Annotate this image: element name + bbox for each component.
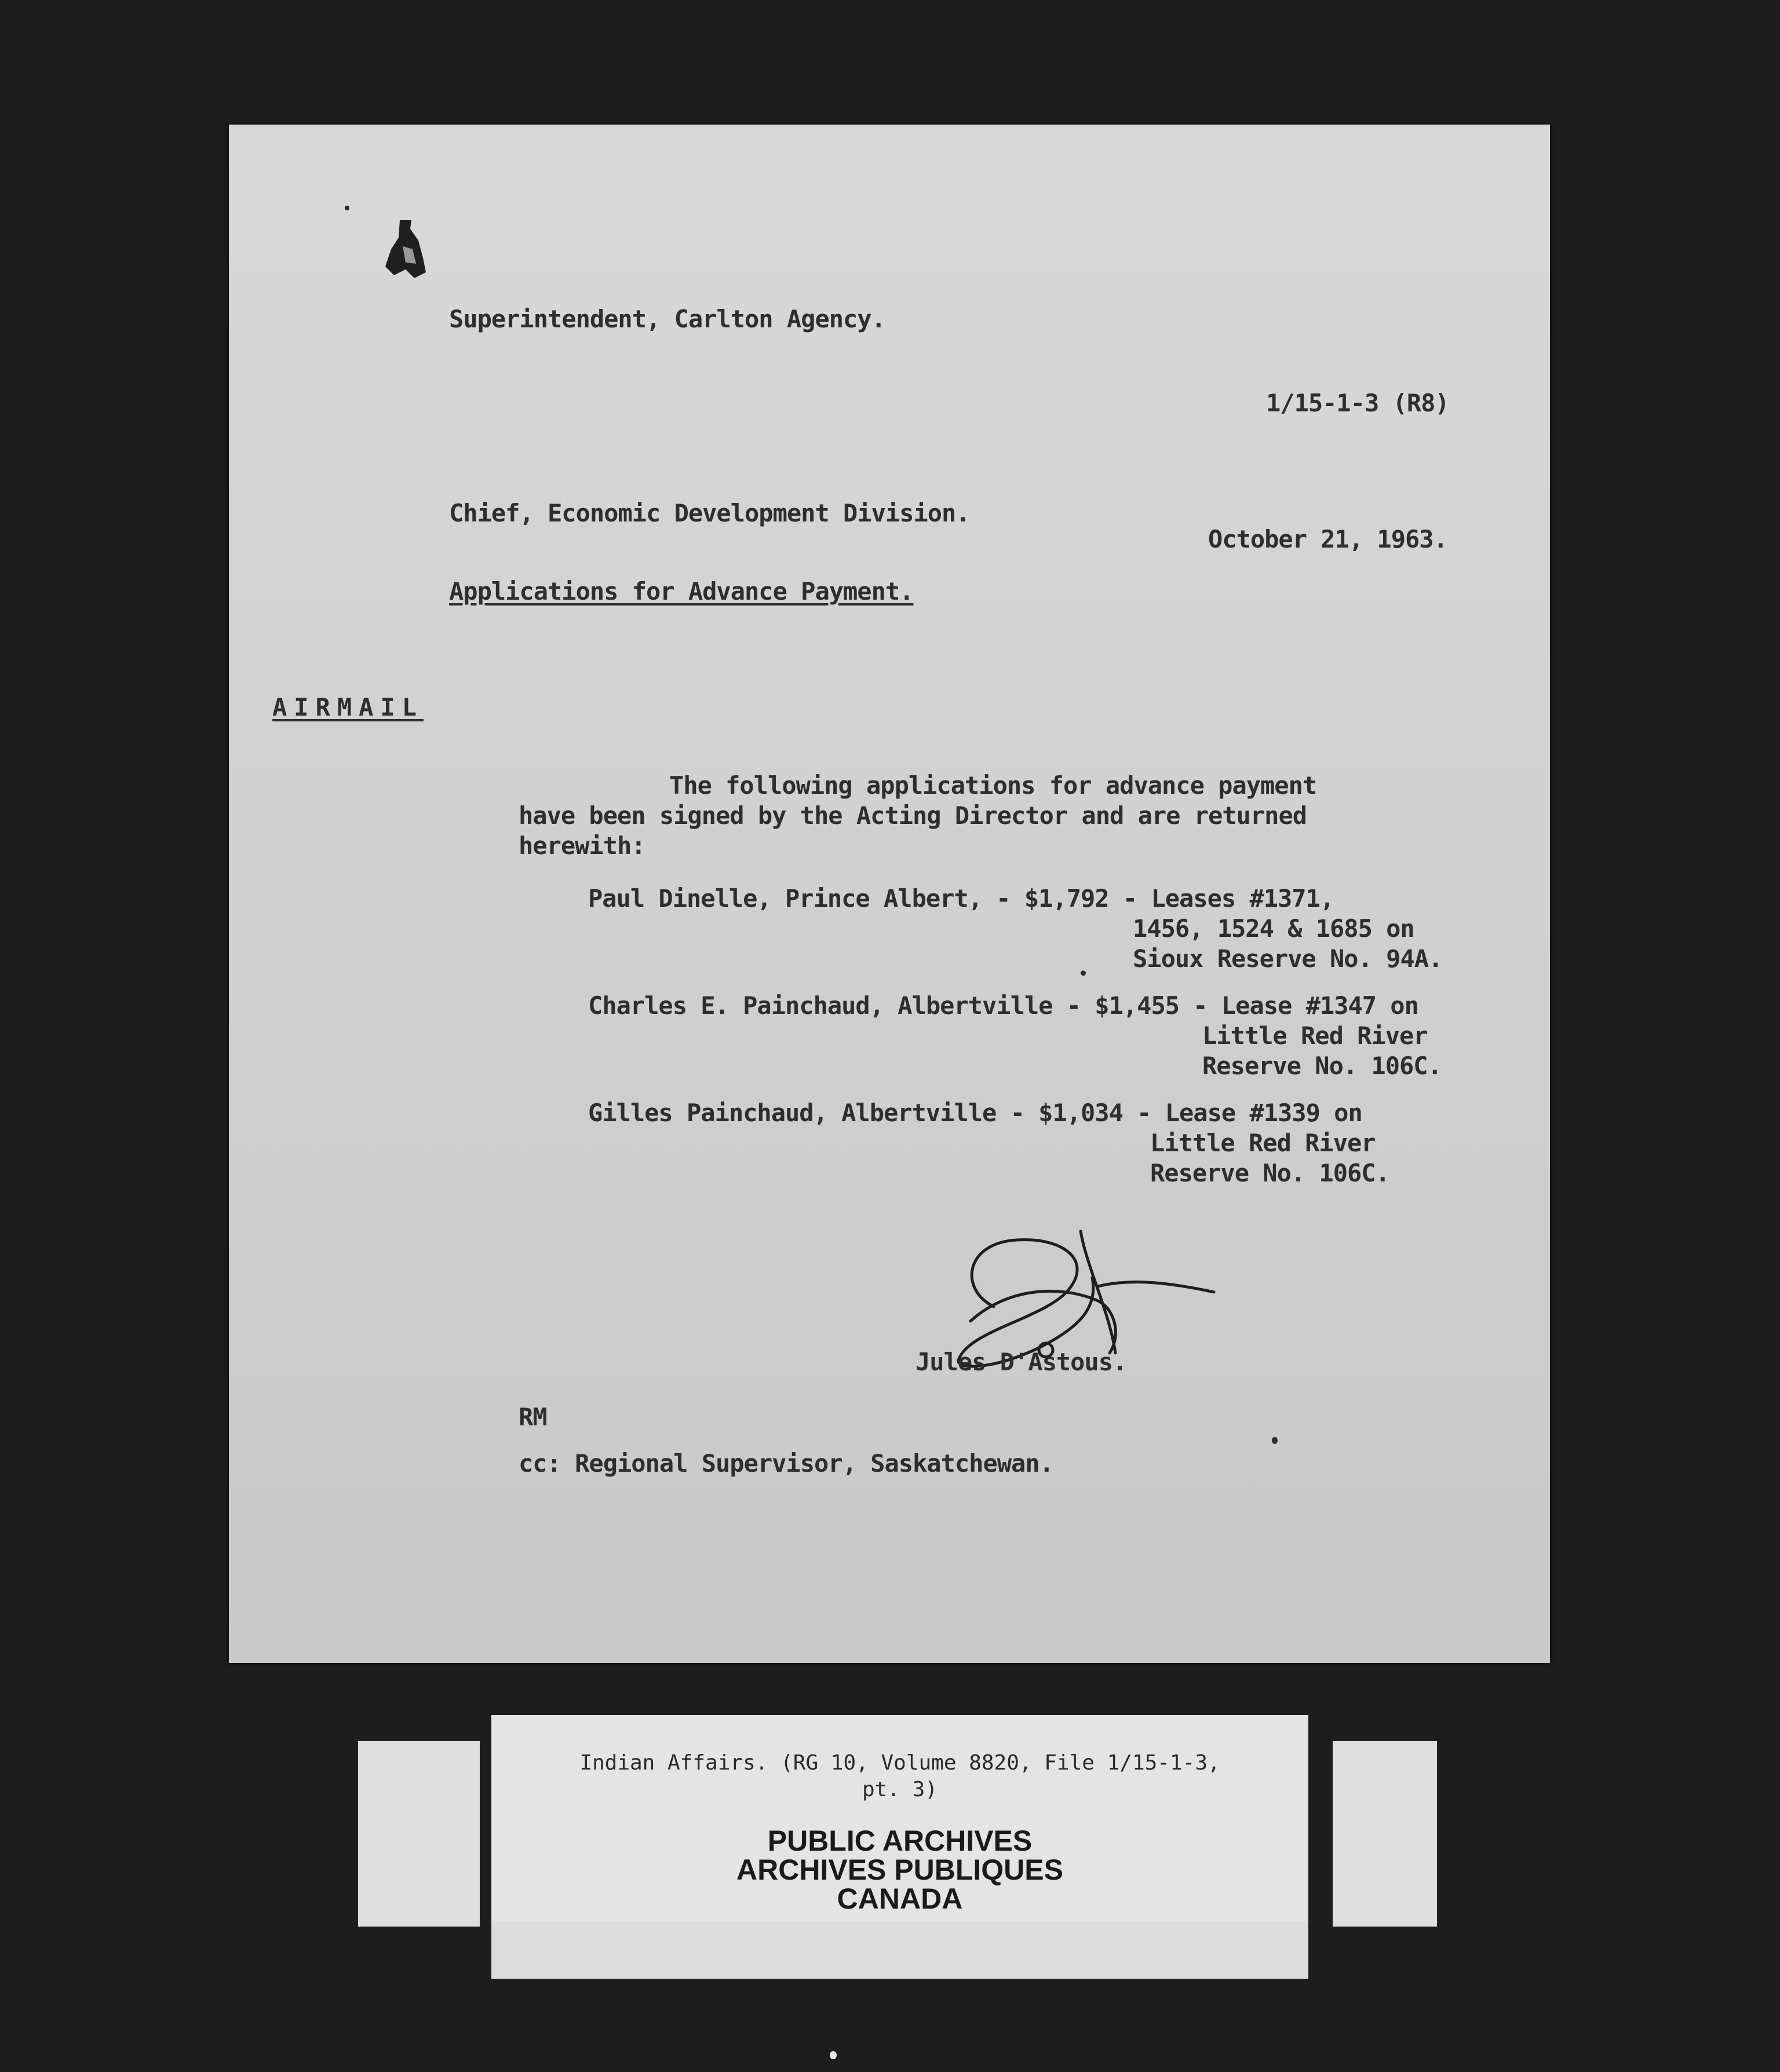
application-detail: 1456, 1524 & 1685 on — [1133, 914, 1414, 943]
film-speck — [830, 2051, 837, 2059]
application-applicant: Charles E. Painchaud, Albertville - $1,455 - Lease #1347 on — [588, 991, 1418, 1020]
application-detail: Reserve No. 106C. — [1150, 1159, 1389, 1187]
application-detail: Little Red River — [1202, 1022, 1428, 1050]
label-tab-right — [1333, 1741, 1437, 1927]
application-detail: Little Red River — [1150, 1129, 1376, 1157]
archive-country: CANADA — [837, 1883, 963, 1915]
sender-line: Chief, Economic Development Division. — [449, 499, 970, 527]
reference-line: Indian Affairs. (RG 10, Volume 8820, File 1/15-1-3, — [579, 1751, 1220, 1775]
staple-mark — [382, 217, 429, 281]
application-detail: Reserve No. 106C. — [1202, 1052, 1442, 1080]
body-line: have been signed by the Acting Director and are returned — [519, 801, 1307, 830]
signatory-name: Jules D'Astous. — [915, 1348, 1127, 1376]
archive-reference-label — [491, 1715, 1308, 1921]
application-applicant: Paul Dinelle, Prince Albert, - $1,792 - Leases #1371, — [588, 884, 1334, 913]
archive-title-fr: ARCHIVES PUBLIQUES — [736, 1854, 1063, 1886]
reference-line: pt. 3) — [862, 1778, 938, 1801]
label-tab-left — [358, 1741, 480, 1927]
dust-speck — [1272, 1437, 1278, 1444]
recipient-line: Superintendent, Carlton Agency. — [449, 305, 885, 333]
body-line: The following applications for advance payment — [669, 771, 1317, 800]
application-detail: Sioux Reserve No. 94A. — [1133, 944, 1443, 973]
typist-initials: RM — [519, 1403, 547, 1431]
dust-speck — [345, 206, 349, 210]
archive-reference — [491, 1750, 1308, 1803]
carbon-copy-line: cc: Regional Supervisor, Saskatchewan. — [519, 1449, 1053, 1478]
letter-page — [229, 125, 1550, 1663]
application-applicant: Gilles Painchaud, Albertville - $1,034 - Lease #1339 on — [588, 1099, 1362, 1127]
archive-title-en: PUBLIC ARCHIVES — [767, 1825, 1033, 1857]
airmail-heading: AIRMAIL — [272, 693, 424, 721]
dust-speck — [1081, 971, 1086, 976]
subject-line: Applications for Advance Payment. — [449, 577, 914, 605]
body-line: herewith: — [519, 831, 645, 860]
archive-stamp — [491, 1826, 1308, 1913]
file-reference: 1/15-1-3 (R8) — [1266, 389, 1449, 417]
letter-date: October 21, 1963. — [1208, 525, 1447, 553]
